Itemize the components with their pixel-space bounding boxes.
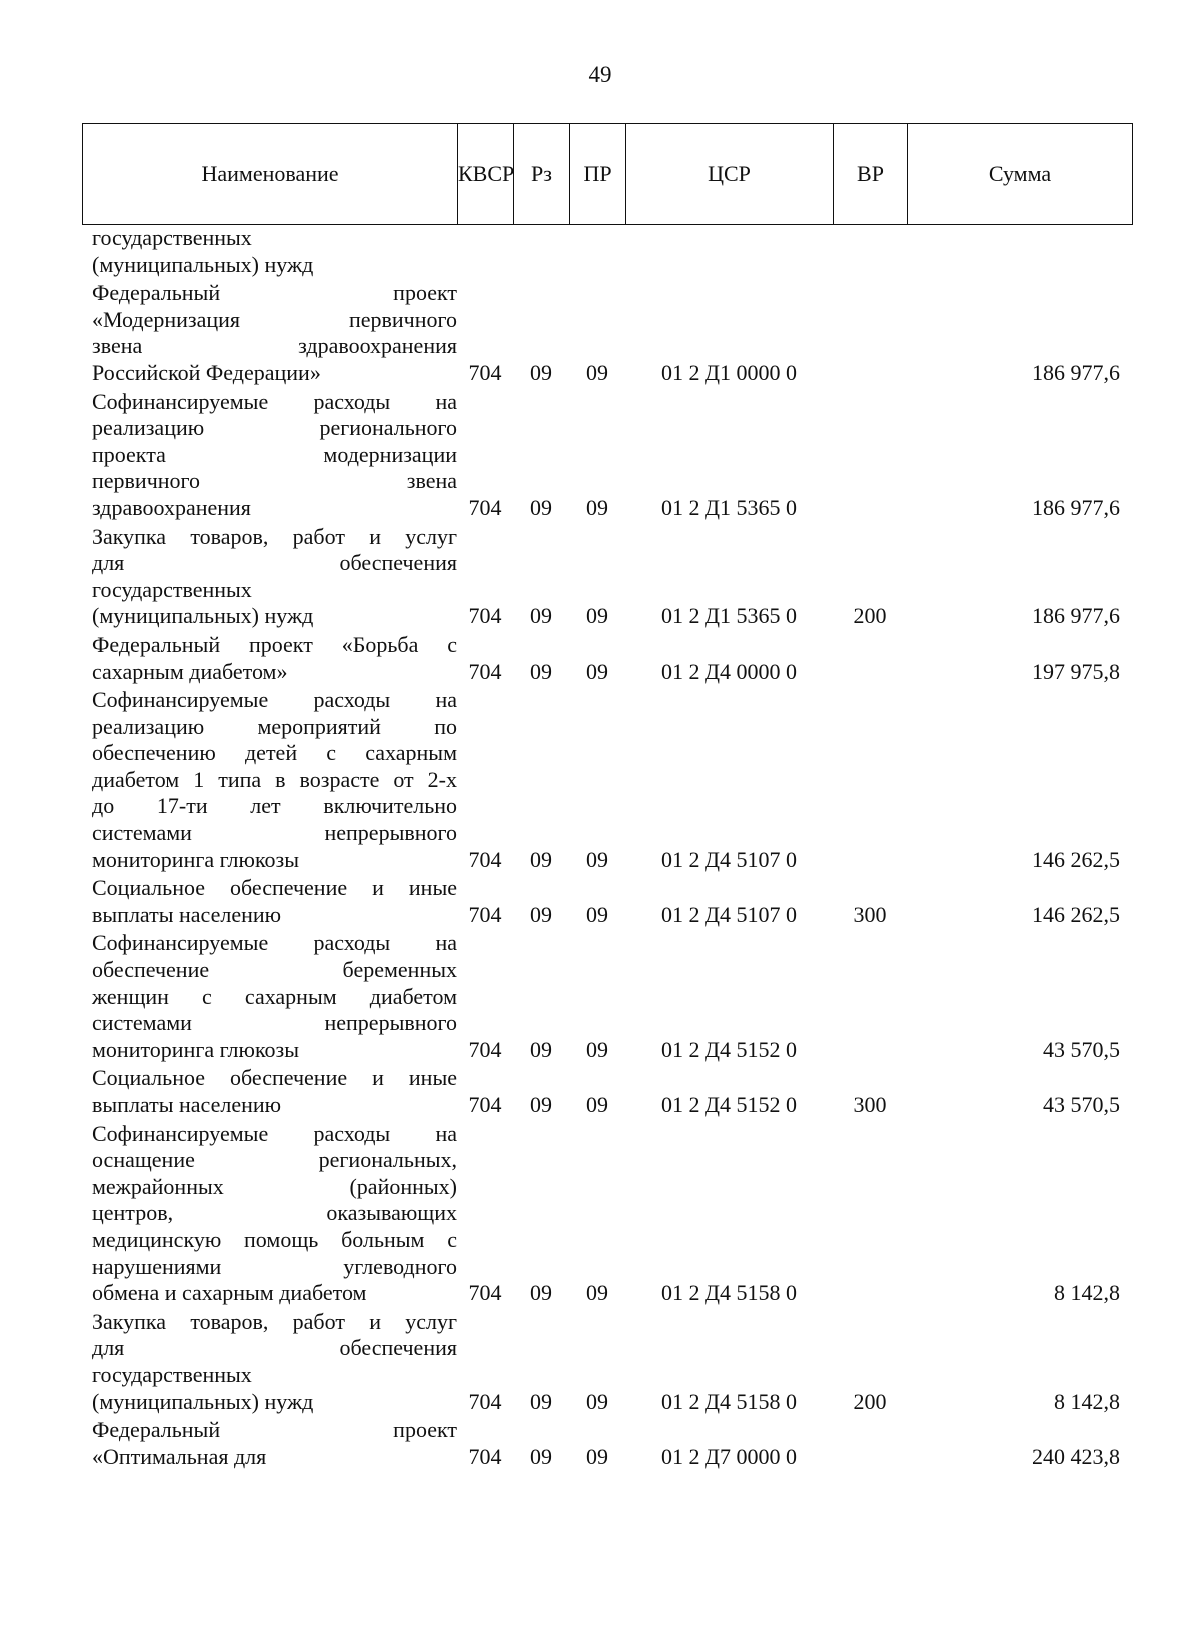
row-name-line: звена здравоохранения (92, 333, 457, 359)
budget-table (82, 225, 1132, 1472)
row-name-line: (муниципальных) нужд (92, 1388, 314, 1414)
row-sum (907, 225, 1132, 280)
row-rz: 09 (530, 846, 552, 872)
row-sum: 146 262,5 (1032, 901, 1120, 927)
row-name-line: Социальное обеспечение и иные (92, 1065, 457, 1091)
row-rz (513, 225, 569, 280)
table-row (82, 280, 1132, 388)
row-pr: 09 (586, 1443, 608, 1469)
row-csr: 01 2 Д4 0000 0 (660, 658, 797, 684)
row-csr: 01 2 Д4 5152 0 (660, 1092, 797, 1117)
row-name-line: (муниципальных) нужд (92, 251, 314, 277)
table-row (82, 1417, 1132, 1472)
row-name-line: мониторинга глюкозы (92, 1036, 299, 1062)
row-vr: 200 (853, 1388, 887, 1414)
row-name-line: Закупка товаров, работ и услуг (92, 523, 457, 549)
row-rz: 09 (530, 1388, 552, 1414)
row-name-line: проекта модернизации (92, 441, 457, 467)
table-row (82, 875, 1132, 930)
table-row (82, 389, 1132, 524)
row-vr (833, 632, 907, 687)
row-name (82, 875, 457, 930)
row-name-line: нарушениями углеводного (92, 1253, 457, 1279)
row-pr: 09 (586, 494, 608, 520)
row-csr: 01 2 Д4 5158 0 (660, 1388, 797, 1414)
row-kvsr: 704 (468, 846, 502, 872)
row-name-line: выплаты населению (92, 1092, 282, 1117)
row-kvsr: 704 (468, 1036, 502, 1062)
row-kvsr: 704 (468, 1443, 502, 1469)
row-kvsr: 704 (468, 359, 502, 385)
row-name-line: Социальное обеспечение и иные (92, 875, 457, 901)
row-rz: 09 (530, 603, 552, 629)
row-name-line: Федеральный проект (92, 280, 457, 306)
row-pr: 09 (586, 1388, 608, 1414)
row-name-line: системами непрерывного (92, 820, 457, 846)
row-name (82, 687, 457, 875)
row-rz: 09 (530, 359, 552, 385)
row-name (82, 225, 457, 280)
row-name-line: диабетом 1 типа в возрасте от 2-х (92, 766, 457, 792)
row-name-line: медицинскую помощь больным с (92, 1226, 457, 1252)
row-name-line: для обеспечения (92, 1335, 457, 1361)
row-pr: 09 (586, 658, 608, 684)
row-csr: 01 2 Д1 5365 0 (660, 494, 797, 520)
table-row (82, 225, 1132, 280)
row-csr: 01 2 Д4 5152 0 (660, 1036, 797, 1062)
row-name (82, 1417, 457, 1472)
row-name-line: Закупка товаров, работ и услуг (92, 1308, 457, 1334)
row-kvsr: 704 (468, 1092, 502, 1117)
row-sum: 8 142,8 (1054, 1280, 1120, 1306)
row-name-line: реализацию мероприятий по (92, 713, 457, 739)
row-pr (569, 225, 625, 280)
row-csr: 01 2 Д1 5365 0 (660, 603, 797, 629)
row-vr (833, 1121, 907, 1309)
row-rz: 09 (530, 1443, 552, 1469)
row-name-line: межрайонных (районных) (92, 1173, 457, 1199)
row-vr (833, 225, 907, 280)
row-name (82, 524, 457, 632)
row-name-line: государственных (92, 1361, 252, 1387)
row-pr: 09 (586, 1092, 608, 1117)
row-sum: 197 975,8 (1032, 658, 1120, 684)
row-rz: 09 (530, 901, 552, 927)
row-vr: 300 (853, 901, 887, 927)
row-name (82, 1309, 457, 1417)
table-row (82, 930, 1132, 1065)
row-kvsr: 704 (468, 901, 502, 927)
row-name (82, 1065, 457, 1120)
table-row (82, 632, 1132, 687)
row-pr: 09 (586, 901, 608, 927)
row-kvsr: 704 (468, 494, 502, 520)
row-name-line: до 17-ти лет включительно (92, 793, 457, 819)
row-pr: 09 (586, 359, 608, 385)
row-kvsr (457, 225, 513, 280)
row-pr: 09 (586, 1280, 608, 1306)
header-vr: ВР (834, 124, 908, 225)
row-vr (833, 687, 907, 875)
row-name-line: Софинансируемые расходы на (92, 388, 457, 414)
page-number: 49 (588, 62, 612, 87)
row-sum: 186 977,6 (1032, 603, 1120, 629)
header-pr: ПР (570, 124, 626, 225)
row-csr: 01 2 Д4 5107 0 (660, 901, 797, 927)
row-name-line: Российской Федерации» (92, 359, 321, 385)
row-name-line: центров, оказывающих (92, 1200, 457, 1226)
row-sum: 8 142,8 (1054, 1388, 1120, 1414)
row-sum: 186 977,6 (1032, 494, 1120, 520)
header-csr: ЦСР (626, 124, 834, 225)
row-name-line: Федеральный проект (92, 1417, 457, 1443)
row-name-line: оснащение региональных, (92, 1147, 457, 1173)
row-name-line: мониторинга глюкозы (92, 846, 299, 872)
row-name-line: здравоохранения (92, 494, 251, 520)
row-name-line: первичного звена (92, 468, 457, 494)
row-sum: 186 977,6 (1032, 359, 1120, 385)
table-header (82, 123, 1133, 225)
row-vr (833, 389, 907, 524)
row-name-line: выплаты населению (92, 901, 282, 927)
row-csr: 01 2 Д4 5158 0 (660, 1280, 797, 1306)
row-name-line: обмена и сахарным диабетом (92, 1280, 367, 1306)
row-name (82, 930, 457, 1065)
table-row (82, 1065, 1132, 1120)
row-sum: 240 423,8 (1032, 1443, 1120, 1469)
row-pr: 09 (586, 1036, 608, 1062)
row-name-line: обеспечение беременных (92, 957, 457, 983)
row-name-line: для обеспечения (92, 550, 457, 576)
header-rz: Рз (514, 124, 570, 225)
table-row (82, 1309, 1132, 1417)
row-rz: 09 (530, 1280, 552, 1306)
row-rz: 09 (530, 658, 552, 684)
row-pr: 09 (586, 603, 608, 629)
header-sum: Сумма (908, 124, 1133, 225)
row-name (82, 1121, 457, 1309)
row-name-line: системами непрерывного (92, 1010, 457, 1036)
row-sum: 146 262,5 (1032, 846, 1120, 872)
row-sum: 43 570,5 (1043, 1092, 1120, 1117)
row-name-line: (муниципальных) нужд (92, 603, 314, 629)
table-row (82, 687, 1132, 875)
table-row (82, 524, 1132, 632)
row-name-line: государственных (92, 225, 252, 250)
row-rz: 09 (530, 1036, 552, 1062)
row-csr: 01 2 Д1 0000 0 (660, 359, 797, 385)
row-vr (833, 280, 907, 388)
row-name-line: «Оптимальная для (92, 1443, 267, 1469)
row-kvsr: 704 (468, 658, 502, 684)
table-row (82, 1121, 1132, 1309)
row-vr (833, 930, 907, 1065)
row-name-line: «Модернизация первичного (92, 306, 457, 332)
row-csr (625, 225, 833, 280)
row-name-line: Софинансируемые расходы на (92, 930, 457, 956)
row-name-line: сахарным диабетом» (92, 658, 288, 684)
row-name-line: государственных (92, 576, 252, 602)
row-name-line: Федеральный проект «Борьба с (92, 631, 457, 657)
row-vr: 200 (853, 603, 887, 629)
row-kvsr: 704 (468, 1280, 502, 1306)
header-kvsr: КВСР (458, 124, 514, 225)
row-csr: 01 2 Д4 5107 0 (660, 846, 797, 872)
row-name-line: реализацию регионального (92, 415, 457, 441)
row-pr: 09 (586, 846, 608, 872)
row-csr: 01 2 Д7 0000 0 (660, 1443, 797, 1469)
row-rz: 09 (530, 1092, 552, 1117)
row-kvsr: 704 (468, 1388, 502, 1414)
row-kvsr: 704 (468, 603, 502, 629)
row-name-line: Софинансируемые расходы на (92, 1120, 457, 1146)
row-vr (833, 1417, 907, 1472)
row-name (82, 389, 457, 524)
row-vr: 300 (853, 1092, 887, 1117)
row-name (82, 632, 457, 687)
row-name (82, 280, 457, 388)
header-name: Наименование (83, 124, 458, 225)
row-rz: 09 (530, 494, 552, 520)
row-name-line: обеспечению детей с сахарным (92, 740, 457, 766)
row-sum: 43 570,5 (1043, 1036, 1120, 1062)
row-name-line: женщин с сахарным диабетом (92, 983, 457, 1009)
row-name-line: Софинансируемые расходы на (92, 687, 457, 713)
